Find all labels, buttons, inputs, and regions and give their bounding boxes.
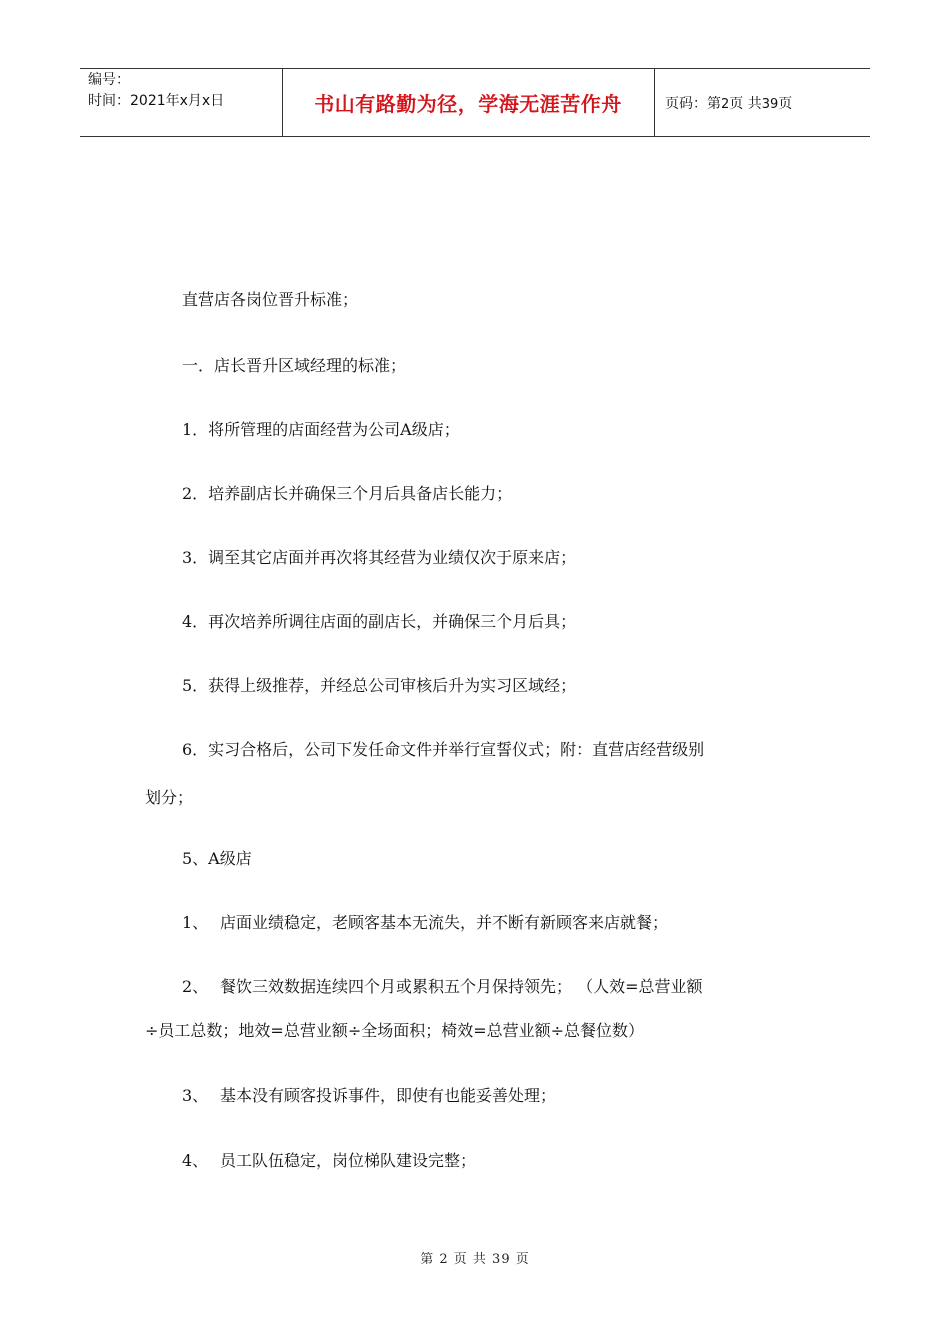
criteria-text: 店面业绩稳定，老顾客基本无流失，并不断有新顾客来店就餐； [220, 913, 669, 932]
header-motto-cell [282, 69, 655, 136]
criteria-item [182, 1151, 477, 1171]
header-page-cell [655, 69, 870, 136]
number-label: 编号： [88, 72, 130, 88]
page-total: 39 [761, 97, 779, 112]
page-current: 2 [721, 97, 730, 112]
criteria-continuation: ÷员工总数；地效=总营业额÷全场面积；椅效=总营业额÷总餐位数） [145, 1021, 645, 1040]
list-item: 1．将所管理的店面经营为公司A级店； [182, 420, 460, 439]
criteria-text: 员工队伍稳定，岗位梯队建设完整； [220, 1151, 477, 1170]
header-meta-cell [80, 69, 283, 136]
list-item: 5．获得上级推荐，并经总公司审核后升为实习区域经； [182, 676, 577, 695]
page-indicator [665, 95, 792, 114]
criteria-text: 餐饮三效数据连续四个月或累积五个月保持领先； （人效=总营业额 [220, 977, 703, 996]
list-item: 2．培养副店长并确保三个月后具备店长能力； [182, 484, 513, 503]
list-item: 3．调至其它店面并再次将其经营为业绩仅次于原来店； [182, 548, 577, 567]
section-heading: 一．店长晋升区域经理的标准； [182, 356, 407, 375]
criteria-number: 3、 [182, 1086, 209, 1105]
criteria-item [182, 977, 703, 997]
page-footer: 第 2 页 共 39 页 [420, 1252, 530, 1267]
list-item: 4．再次培养所调往店面的副店长，并确保三个月后具； [182, 612, 577, 631]
time-label: 时间：2021年x月x日 [88, 93, 225, 109]
document-title: 直营店各岗位晋升标准； [182, 290, 359, 309]
list-item-continuation: 划分； [145, 788, 194, 807]
criteria-item [182, 1086, 557, 1106]
criteria-number: 4、 [182, 1151, 209, 1170]
page-mid: 页 共 [729, 96, 762, 112]
page-suffix: 页 [778, 96, 793, 112]
criteria-number: 2、 [182, 977, 209, 996]
page-prefix: 页码：第 [665, 96, 721, 112]
criteria-item [182, 913, 669, 933]
page-header [80, 68, 870, 137]
grade-heading: 5、A级店 [182, 849, 252, 868]
criteria-text: 基本没有顾客投诉事件，即使有也能妥善处理； [220, 1086, 557, 1105]
motto-text: 书山有路勤为径，学海无涯苦作舟 [314, 92, 622, 116]
list-item: 6．实习合格后，公司下发任命文件并举行宣誓仪式；附：直营店经营级别 [182, 740, 705, 759]
criteria-number: 1、 [182, 913, 209, 932]
